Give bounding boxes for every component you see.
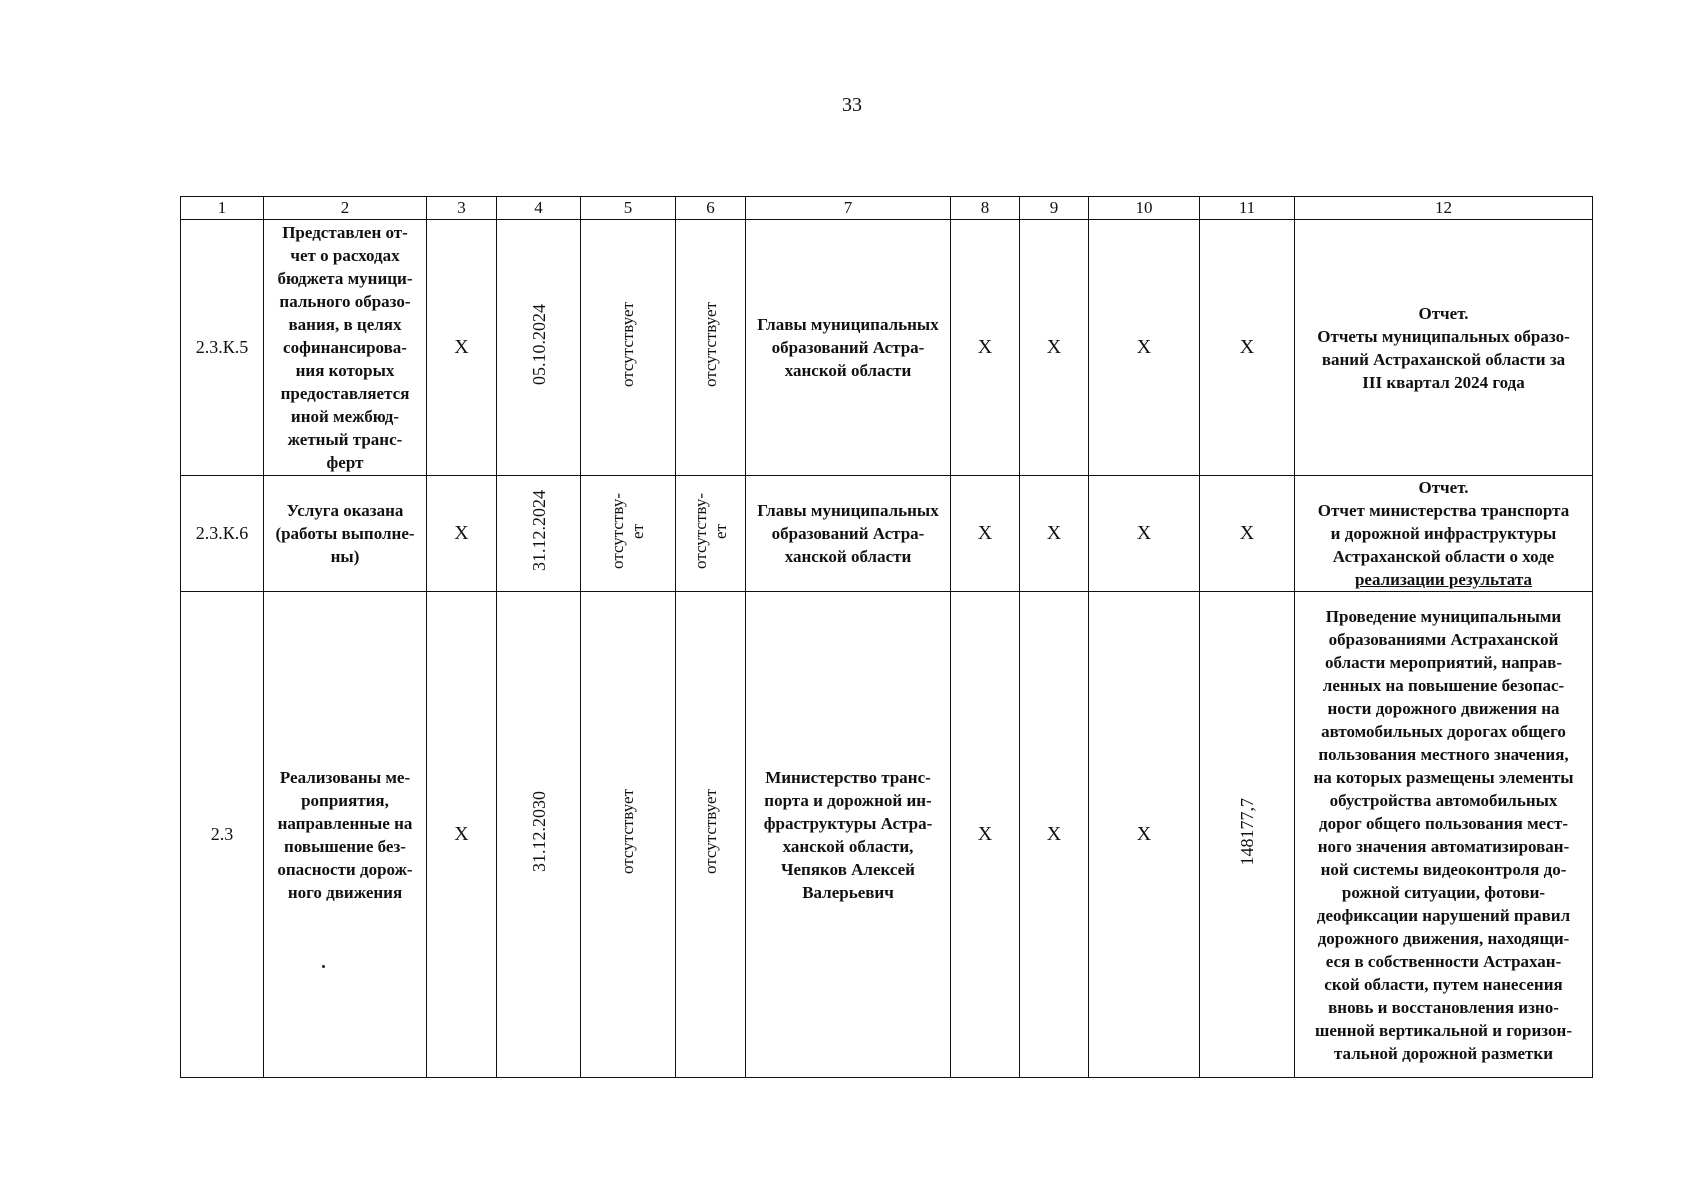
result-line: дорог общего пользования мест- [1319, 813, 1568, 833]
col5-text-line: ет [628, 523, 647, 538]
row-name-line: ферт [326, 453, 364, 472]
column-header: 3 [427, 197, 497, 220]
result-line: Астраханской области о ходе [1332, 547, 1555, 566]
row-name-line: Услуга оказана [286, 501, 404, 520]
cell-col10: X [1089, 220, 1200, 476]
row-code: 2.3 [181, 592, 264, 1078]
result-line: ности дорожного движения на [1327, 698, 1560, 718]
col6-text [701, 302, 721, 387]
column-header: 2 [264, 197, 427, 220]
column-header: 11 [1200, 197, 1295, 220]
result-line: образованиями Астраханской [1328, 629, 1559, 649]
cell-col10: X [1089, 476, 1200, 592]
row-name-line: Представлен от- [282, 223, 408, 242]
row-name-line: бюджета муници- [277, 269, 413, 288]
result-line: вновь и восстановления изно- [1328, 997, 1559, 1017]
column-header: 8 [951, 197, 1020, 220]
cell-col11 [1200, 592, 1295, 1078]
responsible-line: образований Астра- [771, 524, 925, 543]
col5-text [608, 493, 648, 569]
table-row [181, 592, 1593, 1078]
row-name-line: ны) [330, 547, 360, 566]
responsible-line: ханской области [784, 547, 912, 566]
table-row [181, 476, 1593, 592]
row-name-line: софинансирова- [283, 338, 407, 357]
row-name-line: ного движения [287, 882, 403, 902]
responsible-line: Валерьевич [802, 882, 894, 902]
cell-col8: X [951, 220, 1020, 476]
cell-col6 [676, 476, 746, 592]
result-line: тальной дорожной разметки [1334, 1043, 1553, 1063]
result-line: на которых размещены элементы [1313, 767, 1574, 787]
col6-text [691, 493, 731, 569]
table-row [181, 220, 1593, 476]
cell-col9: X [1020, 592, 1089, 1078]
date-text: 05.10.2024 [528, 304, 549, 385]
col6-text [701, 789, 721, 874]
col6-text-line: отсутствует [700, 788, 720, 875]
row-name-line: жетный транс- [287, 430, 403, 449]
result-line: Отчет. [1418, 478, 1469, 497]
column-header: 7 [746, 197, 951, 220]
cell-result [1295, 220, 1593, 476]
column-header: 12 [1295, 197, 1593, 220]
column-number-row [181, 197, 1593, 220]
column-header: 5 [581, 197, 676, 220]
responsible-line: образований Астра- [771, 338, 925, 357]
row-name-line: повышение без- [284, 836, 406, 856]
result-line: III квартал 2024 года [1362, 372, 1525, 392]
result-line: области мероприятий, направ- [1325, 652, 1562, 672]
cell-col5 [581, 592, 676, 1078]
responsible-line: порта и дорожной ин- [764, 790, 932, 810]
row-code: 2.3.К.6 [181, 476, 264, 592]
result-line: ной системы видеоконтроля до- [1320, 859, 1567, 879]
row-name-line: роприятия, [301, 790, 389, 810]
cell-col3: X [427, 592, 497, 1078]
report-table [180, 196, 1593, 1078]
row-code: 2.3.К.5 [181, 220, 264, 476]
result-line: Отчеты муниципальных образо- [1317, 326, 1570, 346]
cell-col6 [676, 592, 746, 1078]
result-line: ленных на повышение безопас- [1322, 675, 1565, 695]
result-line: пользования местного значения, [1318, 744, 1569, 764]
row-name-line: ния которых [295, 361, 395, 380]
col5-text-line: отсутству- [608, 492, 627, 569]
row-name-line: опасности дорож- [277, 859, 413, 879]
row-name-line: вания, в целях [288, 315, 402, 334]
result-line: дорожного движения, находящи- [1317, 928, 1570, 948]
col6-text-line: отсутствует [700, 301, 720, 388]
row-name-line: Реализованы ме- [279, 767, 411, 787]
cell-responsible [746, 592, 951, 1078]
column-header: 9 [1020, 197, 1089, 220]
result-line: обустройства автомобильных [1329, 790, 1558, 810]
row-name [264, 476, 427, 592]
cell-responsible [746, 476, 951, 592]
cell-date [497, 592, 581, 1078]
col5-text [618, 789, 638, 874]
result-line: Отчет. [1418, 303, 1469, 323]
col6-text-line: ет [710, 523, 730, 538]
col5-text-line: отсутствует [618, 788, 637, 875]
responsible-line: Главы муниципальных [757, 315, 939, 334]
row-name-line: иной межбюд- [290, 407, 400, 426]
result-line: Проведение муниципальными [1325, 606, 1562, 626]
result-line: шенной вертикальной и горизон- [1315, 1020, 1572, 1040]
column-header: 1 [181, 197, 264, 220]
col5-text [618, 302, 638, 387]
col11-text: 148177,7 [1237, 797, 1257, 866]
cell-col5 [581, 220, 676, 476]
result-line: и дорожной инфраструктуры [1330, 524, 1557, 543]
result-line: ного значения автоматизирован- [1317, 836, 1570, 856]
cell-col10: X [1089, 592, 1200, 1078]
scan-dot [322, 965, 325, 968]
responsible-line: ханской области, [782, 836, 914, 856]
cell-responsible [746, 220, 951, 476]
cell-col8: X [951, 476, 1020, 592]
responsible-line: фраструктуры Астра- [763, 813, 933, 833]
row-name-line: чет о расходах [290, 246, 400, 265]
result-line: рожной ситуации, фотови- [1341, 882, 1546, 902]
responsible-line: Министерство транс- [765, 767, 931, 787]
col6-text-line: отсутству- [690, 492, 710, 569]
row-name-line: (работы выполне- [275, 524, 415, 543]
column-header: 4 [497, 197, 581, 220]
date-text: 31.12.2024 [528, 490, 549, 571]
result-line: Отчет министерства транспорта [1317, 501, 1570, 520]
cell-result [1295, 592, 1593, 1078]
row-name [264, 220, 427, 476]
cell-result [1295, 476, 1593, 592]
result-line: реализации результата [1354, 570, 1533, 589]
result-line: ской области, путем нанесения [1324, 974, 1563, 994]
cell-date [497, 220, 581, 476]
cell-col11: X [1200, 220, 1295, 476]
result-line: автомобильных дорогах общего [1321, 721, 1566, 741]
cell-col11: X [1200, 476, 1295, 592]
row-name [264, 592, 427, 1078]
row-name-line: предоставляется [280, 384, 410, 403]
responsible-line: Чепяков Алексей [781, 859, 915, 879]
responsible-line: Главы муниципальных [757, 501, 939, 520]
cell-col6 [676, 220, 746, 476]
result-line: ваний Астраханской области за [1321, 349, 1566, 369]
cell-col9: X [1020, 220, 1089, 476]
result-line: еся в собственности Астрахан- [1325, 951, 1562, 971]
date-text: 31.12.2030 [528, 791, 549, 872]
cell-col3: X [427, 476, 497, 592]
cell-col8: X [951, 592, 1020, 1078]
page-number: 33 [842, 94, 862, 116]
col5-text-line: отсутствует [618, 301, 637, 388]
cell-date [497, 476, 581, 592]
cell-col3: X [427, 220, 497, 476]
row-name-line: пального образо- [279, 292, 411, 311]
cell-col9: X [1020, 476, 1089, 592]
row-name-line: направленные на [277, 813, 413, 833]
responsible-line: ханской области [784, 361, 912, 380]
column-header: 6 [676, 197, 746, 220]
column-header: 10 [1089, 197, 1200, 220]
cell-col5 [581, 476, 676, 592]
result-line: деофиксации нарушений правил [1316, 905, 1571, 925]
